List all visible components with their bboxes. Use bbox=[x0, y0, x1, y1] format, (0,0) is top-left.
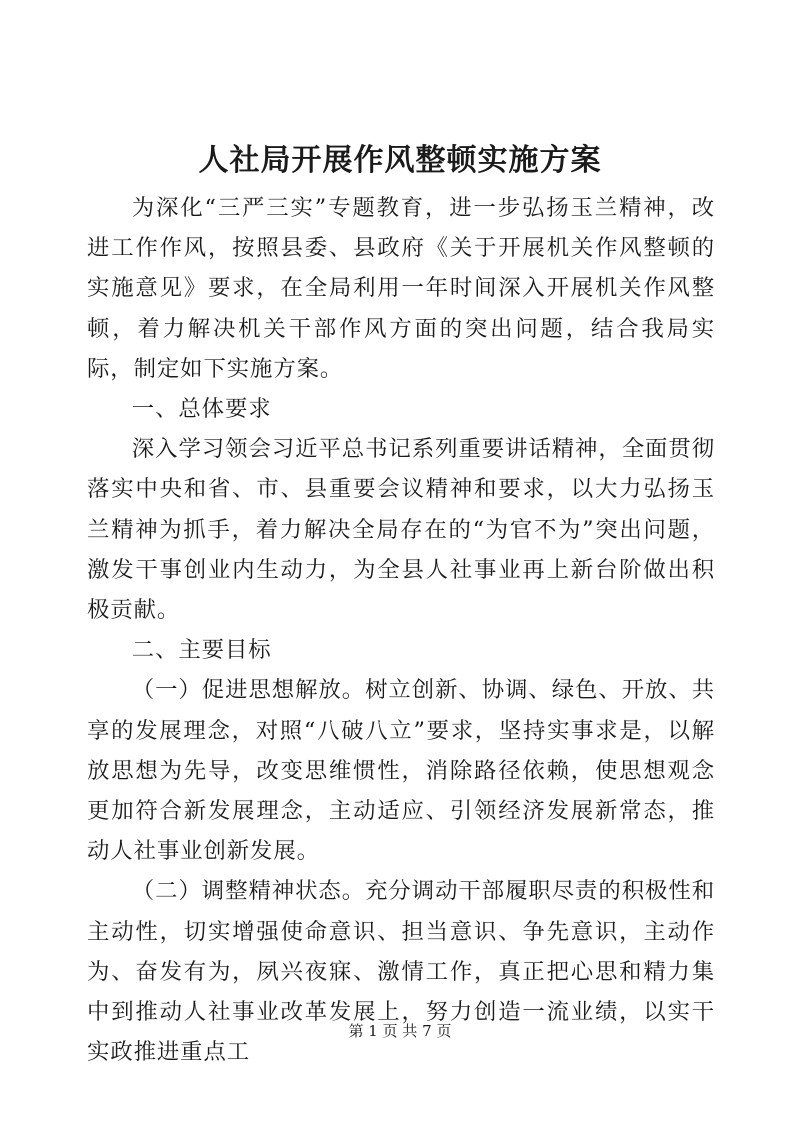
section-heading-main-goals: 二、主要目标 bbox=[131, 637, 272, 664]
goal-2-paragraph: （二）调整精神状态。充分调动干部履职尽责的积极性和主动性，切实增强使命意识、担当意识、争先意识，主动作为、奋发有为，夙兴夜寐、激情工作，真正把心思和精力集中到推动人社事业改革发展上，努力创造一流业绩，以实干实政推进重点工 bbox=[87, 878, 715, 1066]
section-heading-general-requirements: 一、总体要求 bbox=[131, 396, 272, 423]
document-title: 人社局开展作风整顿实施方案 bbox=[198, 143, 602, 178]
goal-1-paragraph: （一）促进思想解放。树立创新、协调、绿色、开放、共享的发展理念，对照“八破八立”要求，坚持实事求是，以解放思想为先导，改变思维惯性，消除路径依赖，使思想观念更加符合新发展理念，主动适应、引领经济发展新常态，推动人社事业创新发展。 bbox=[87, 677, 715, 865]
general-requirements-paragraph: 深入学习领会习近平总书记系列重要讲话精神，全面贯彻落实中央和省、市、县重要会议精神和要求，以大力弘扬玉兰精神为抓手，着力解决全局存在的“为官不为”突出问题，激发干事创业内生动力，为全县人社事业再上新台阶做出积极贡献。 bbox=[87, 436, 715, 624]
page-footer: 第 1 页 共 7 页 bbox=[348, 1022, 452, 1040]
intro-paragraph: 为深化“三严三实”专题教育，进一步弘扬玉兰精神，改进工作作风，按照县委、县政府《关于开展机关作风整顿的实施意见》要求，在全局利用一年时间深入开展机关作风整顿，着力解决机关干部作风方面的突出问题，结合我局实际，制定如下实施方案。 bbox=[87, 195, 715, 382]
document-body bbox=[87, 188, 715, 1072]
